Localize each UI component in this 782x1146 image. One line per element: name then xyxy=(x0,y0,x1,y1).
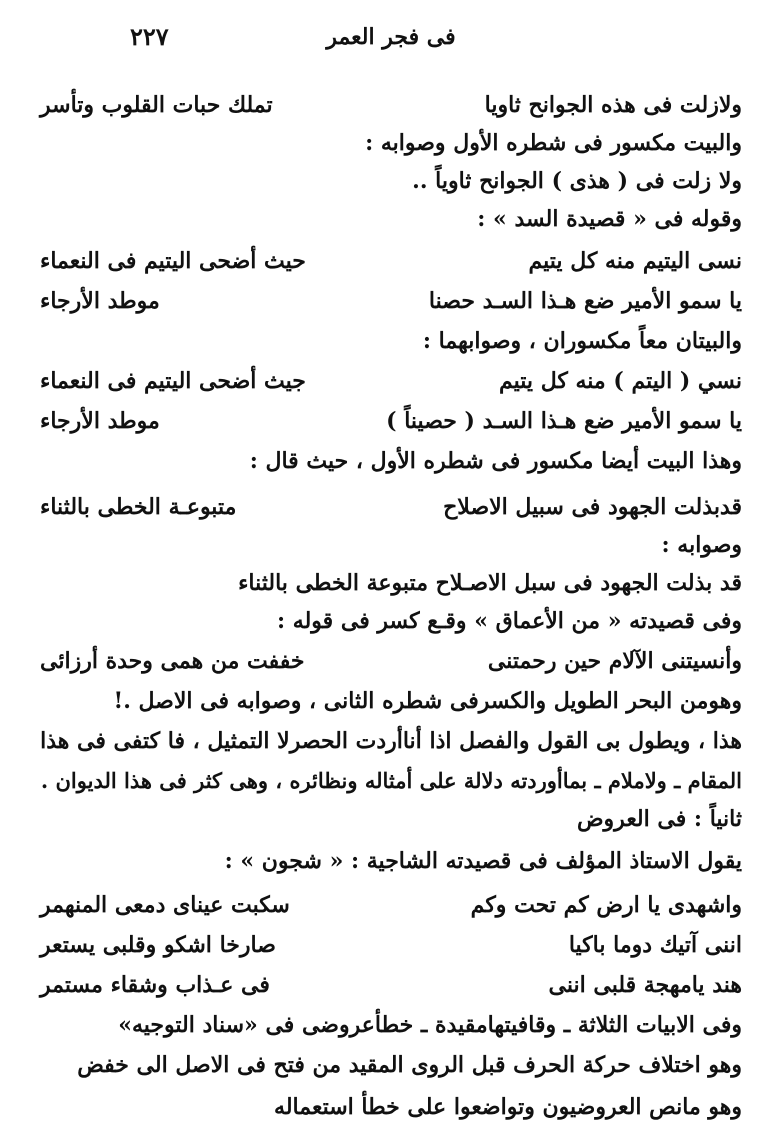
verse-hemistich-right: واشهدى يا ارض كم تحت وكم xyxy=(470,892,742,918)
verse-hemistich-left: متبوعـة الخطى بالثناء xyxy=(40,494,237,520)
text-line: وفى قصيدته « من الأعماق » وقـع كسر فى قوله : xyxy=(277,608,742,634)
verse-hemistich-left: فى عـذاب وشقاء مستمر xyxy=(40,972,270,998)
text-line: وهو مانص العروضيون وتواضعوا على خطأ استعماله xyxy=(274,1094,742,1120)
verse-hemistich-right: يا سمو الأمير ضع هـذا السـد ( حصيناً ) xyxy=(386,408,742,434)
verse-hemistich-right: نسى اليتيم منه كل يتيم xyxy=(528,248,742,274)
text-line: وفى الابيات الثلاثة ـ وقافيتهامقيدة ـ خطأعروضى فى «سناد التوجيه» xyxy=(118,1012,742,1038)
verse-line xyxy=(40,890,742,920)
text-line: هذا ، ويطول بى القول والفصل اذا أناأردت الحصرلا التمثيل ، فا كتفى فى هذا xyxy=(40,728,742,754)
text-line: وهومن البحر الطويل والكسرفى شطره الثانى ، وصوابه فى الاصل .! xyxy=(113,688,742,714)
verse-line xyxy=(40,406,742,436)
text-line: يقول الاستاذ المؤلف فى قصيدته الشاجية : « شجون » : xyxy=(224,848,742,874)
verse-hemistich-left: جيث أضحى اليتيم فى النعماء xyxy=(40,368,306,394)
text-line: وهو اختلاف حركة الحرف قبل الروى المقيد من فتح فى الاصل الى خفض xyxy=(77,1052,742,1078)
verse-hemistich-left: خففت من همى وحدة أرزائى xyxy=(40,648,305,674)
verse-line xyxy=(40,930,742,960)
verse-line xyxy=(40,492,742,522)
verse-hemistich-right: وأنسيتنى الآلام حين رحمتنى xyxy=(487,648,742,674)
verse-hemistich-right: يا سمو الأمير ضع هـذا السـد حصنا xyxy=(428,288,742,314)
text-line: وقوله فى « قصيدة السد » : xyxy=(477,206,742,232)
verse-hemistich-right: اننى آتيك دوما باكيا xyxy=(568,932,742,958)
text-line: ولا زلت فى ( هذى ) الجوانح ثاوياً .. xyxy=(412,168,742,194)
verse-hemistich-right: قدبذلت الجهود فى سبيل الاصلاح xyxy=(443,494,742,520)
verse-hemistich-left: سكبت عيناى دمعى المنهمر xyxy=(40,892,290,918)
text-line: والبيت مكسور فى شطره الأول وصوابه : xyxy=(365,130,742,156)
verse-hemistich-left: موطد الأرجاء xyxy=(40,408,160,434)
text-line: المقام ـ ولاملام ـ بماأوردته دلالة على أمثاله ونظائره ، وهى كثر فى هذا الديوان . xyxy=(40,768,742,793)
verse-hemistich-left: حيث أضحى اليتيم فى النعماء xyxy=(40,248,306,274)
verse-hemistich-right: ولازلت فى هذه الجوانح ثاويا xyxy=(484,92,742,118)
text-line: وهذا البيت أيضا مكسور فى شطره الأول ، حيث قال : xyxy=(249,448,742,474)
text-line: والبيتان معاً مكسوران ، وصوابهما : xyxy=(422,328,742,354)
verse-hemistich-left: موطد الأرجاء xyxy=(40,288,160,314)
verse-line xyxy=(40,90,742,120)
verse-hemistich-left: صارخا اشكو وقلبى يستعر xyxy=(40,932,276,958)
verse-line xyxy=(40,246,742,276)
page-number: ٢٢٧ xyxy=(130,22,169,51)
running-title: فى فجر العمر xyxy=(326,24,456,50)
verse-line xyxy=(40,366,742,396)
verse-hemistich-right: هند يامهجة قلبى اننى xyxy=(548,972,742,998)
verse-line xyxy=(40,970,742,1000)
text-line: وصوابه : xyxy=(661,532,742,558)
verse-line xyxy=(40,646,742,676)
text-line: ثانياً : فى العروض xyxy=(576,806,742,832)
text-line: قد بذلت الجهود فى سبل الاصـلاح متبوعة الخطى بالثناء xyxy=(238,570,742,596)
verse-hemistich-left: تملك حبات القلوب وتأسر xyxy=(40,92,273,118)
verse-hemistich-right: نسي ( اليتم ) منه كل يتيم xyxy=(499,368,742,394)
verse-line xyxy=(40,286,742,316)
